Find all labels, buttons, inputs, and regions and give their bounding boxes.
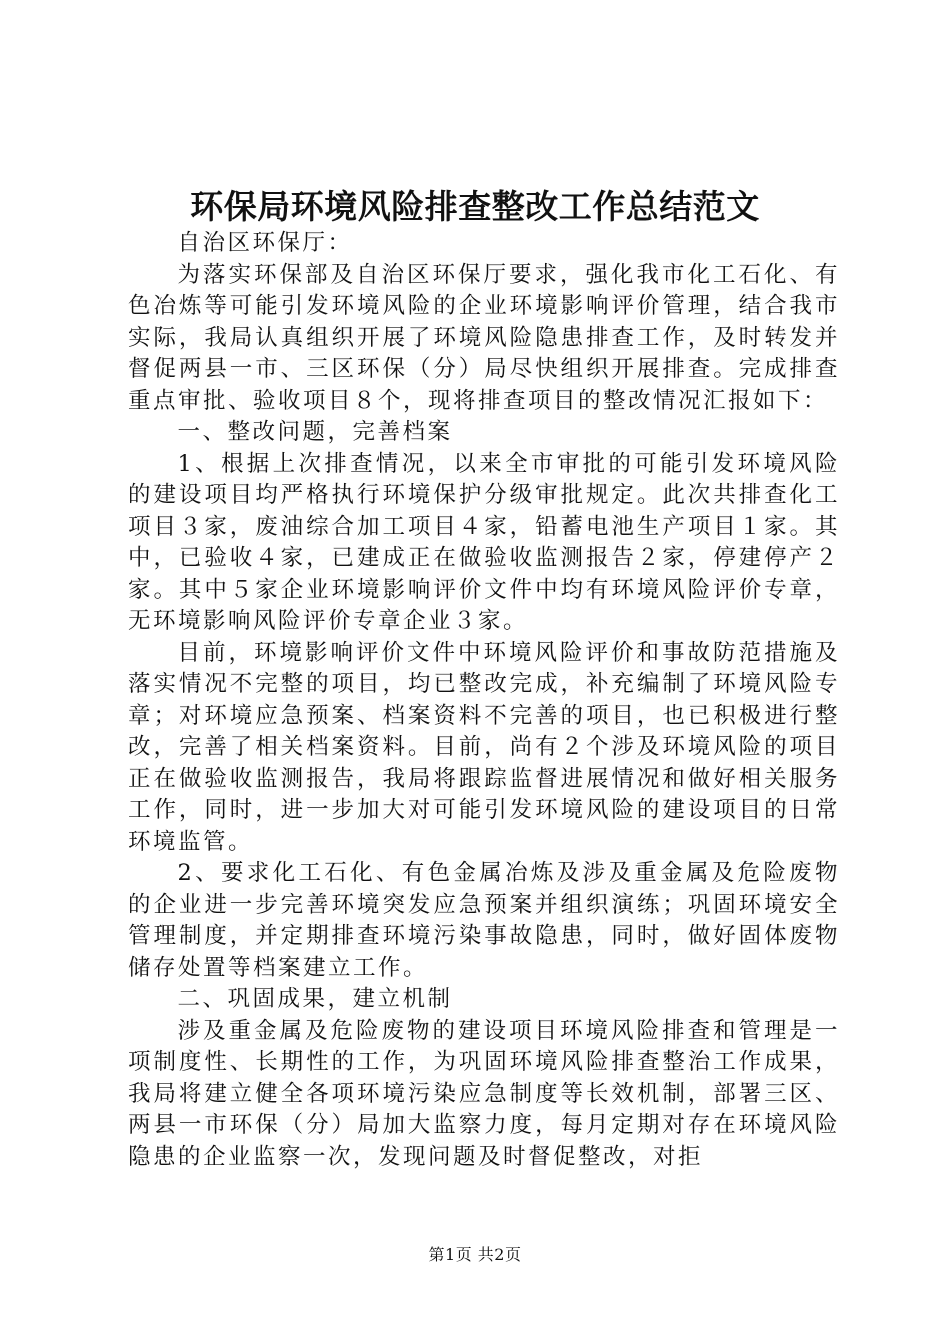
mechanism-paragraph: 涉及重金属及危险废物的建设项目环境风险排查和管理是一项制度性、长期性的工作，为巩固环境风险排查整治工作成果，我局将建立健全各项环境污染应急制度等长效机制，部署三区、两县一市环保（分）局加大监察力度，每月定期对存在环境风险隐患的企业监察一次，发现问题及时督促整改，对拒 — [128, 1017, 840, 1170]
section-heading-2: 二、巩固成果，建立机制 — [177, 986, 453, 1012]
document-title: 环保局环境风险排查整改工作总结范文 — [190, 187, 760, 226]
item-1-paragraph: 1、根据上次排查情况，以来全市审批的可能引发环境风险的建设项目均严格执行环境保护分级审批规定。此次共排查化工项目３家，废油综合加工项目４家，铅蓄电池生产项目１家。其中，已验收４家，已建成正在做验收监测报告２家，停建停产２家。其中５家企业环境影响评价文件中均有环境风险评价专章，无环境影响风险评价专章企业３家。 — [128, 450, 840, 634]
page-footer: 第1页 共2页 — [428, 1245, 522, 1264]
item-2-paragraph: 2、要求化工石化、有色金属冶炼及涉及重金属及危险废物的企业进一步完善环境突发应急预案并组织演练；巩固环境安全管理制度，并定期排查环境污染事故隐患，同时，做好固体废物储存处置等档案建立工作。 — [128, 860, 840, 981]
status-paragraph: 目前，环境影响评价文件中环境风险评价和事故防范措施及落实情况不完整的项目，均已整改完成，补充编制了环境风险专章；对环境应急预案、档案资料不完善的项目，也已积极进行整改，完善了相关档案资料。目前，尚有２个涉及环境风险的项目正在做验收监测报告，我局将跟踪监督进展情况和做好相关服务工作，同时，进一步加大对可能引发环境风险的建设项目的日常环境监管。 — [128, 639, 840, 855]
section-heading-1: 一、整改问题，完善档案 — [177, 419, 453, 445]
intro-paragraph: 为落实环保部及自治区环保厅要求，强化我市化工石化、有色冶炼等可能引发环境风险的企业环境影响评价管理，结合我市实际，我局认真组织开展了环境风险隐患排查工作，及时转发并督促两县一市、三区环保（分）局尽快组织开展排查。完成排查重点审批、验收项目８个，现将排查项目的整改情况汇报如下： — [128, 261, 840, 414]
document-body — [128, 228, 840, 1173]
salutation-paragraph: 自治区环保厅： — [177, 230, 353, 256]
